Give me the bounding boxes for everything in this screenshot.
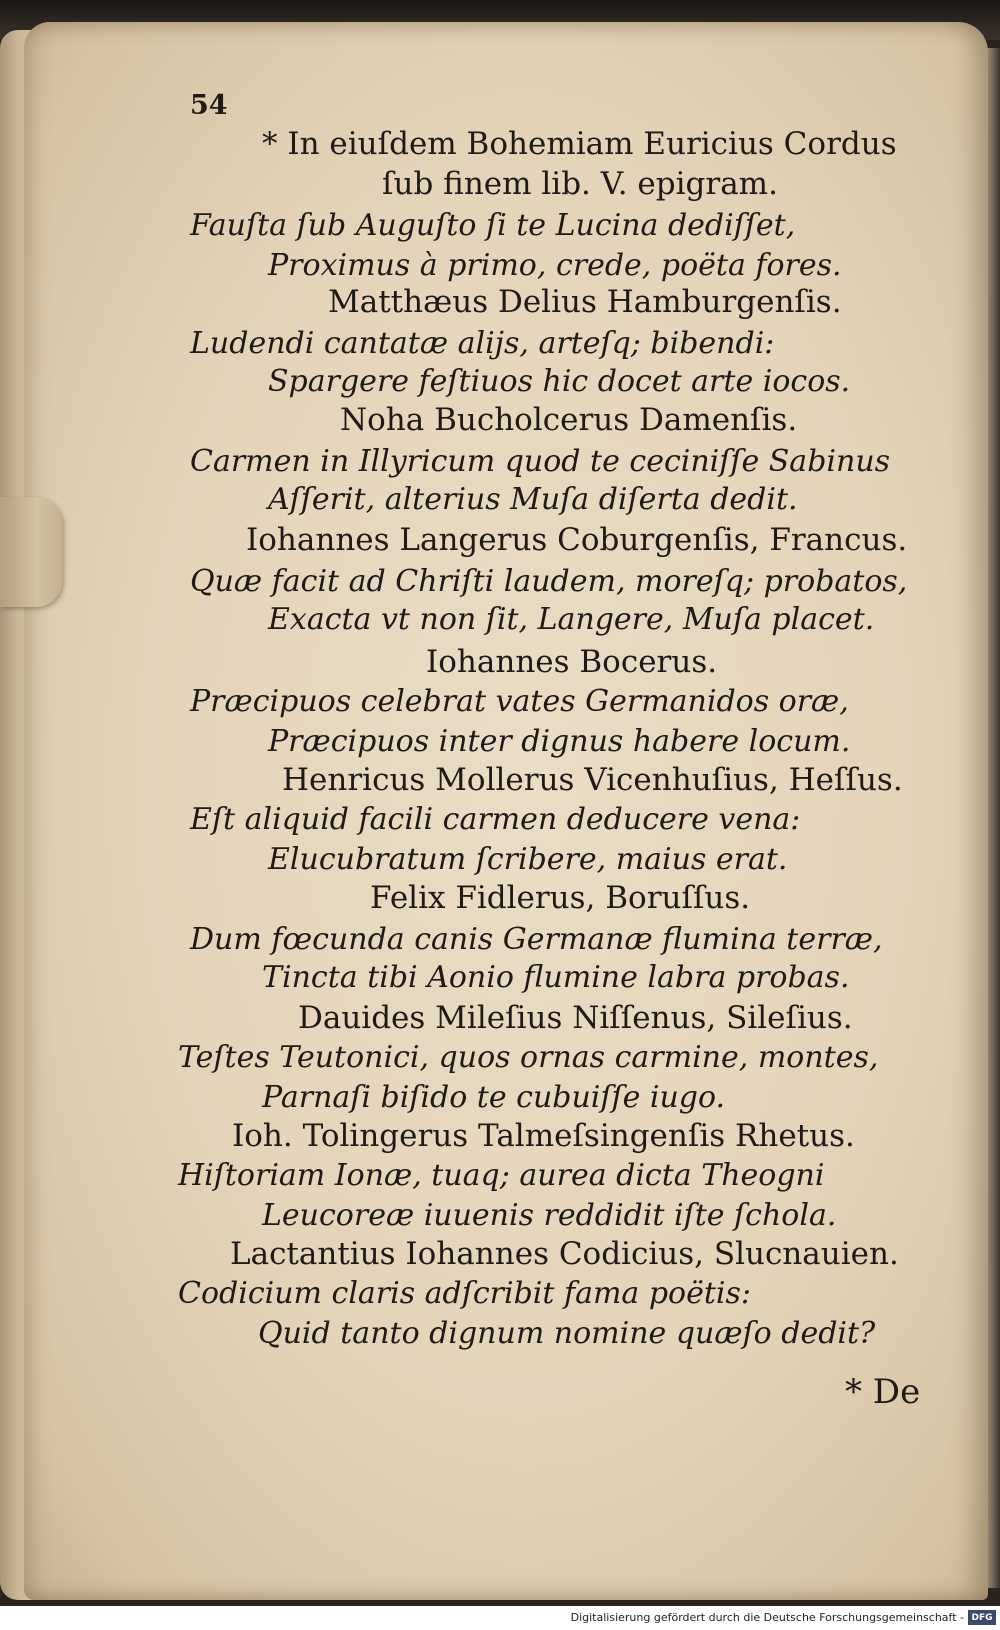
verse-line: Fauſta ſub Auguſto ſi te Lucina dediſſet, bbox=[190, 208, 796, 243]
author-line: Dauides Mileſius Niſſenus, Sileſius. bbox=[298, 1000, 853, 1036]
verse-line: Aſſerit, alterius Muſa diſerta dedit. bbox=[268, 482, 798, 517]
verse-line: Ludendi cantatæ alijs, arteſq; bibendi: bbox=[190, 326, 775, 361]
author-line: Noha Bucholcerus Damenſis. bbox=[340, 402, 798, 438]
verse-line: Tincta tibi Aonio flumine labra probas. bbox=[262, 960, 850, 995]
author-line: Ioh. Tolingerus Talmeſsingenſis Rhetus. bbox=[232, 1118, 855, 1154]
page-number: 54 bbox=[190, 90, 228, 121]
verse-line: Dum fœcunda canis Germanæ flumina terræ, bbox=[190, 922, 883, 957]
verse-line: Eſt aliquid facili carmen deducere vena: bbox=[190, 802, 801, 837]
heading-line: * In eiuſdem Bohemiam Euricius Cordus bbox=[262, 126, 897, 162]
verse-line: Hiſtoriam Ionæ, tuaq; aurea dicta Theogni bbox=[178, 1158, 825, 1193]
verse-line: Parnaſi biſido te cubuiſſe iugo. bbox=[262, 1080, 726, 1115]
author-line: Henricus Mollerus Vicenhuſius, Heſſus. bbox=[282, 762, 903, 798]
author-line: Felix Fidlerus, Boruſſus. bbox=[370, 880, 751, 916]
author-line: Matthæus Delius Hamburgenſis. bbox=[328, 284, 842, 320]
verse-line: Leucoreæ iuuenis reddidit iſte ſchola. bbox=[262, 1198, 837, 1233]
footer-bar bbox=[0, 1606, 1000, 1630]
verse-line: Exacta vt non ſit, Langere, Muſa placet. bbox=[268, 602, 875, 637]
author-line: Lactantius Iohannes Codicius, Slucnauien. bbox=[230, 1236, 899, 1272]
bookmark-tab bbox=[0, 497, 62, 607]
dfg-logo: DFG bbox=[968, 1610, 996, 1625]
verse-line: Proximus à primo, crede, poëta fores. bbox=[268, 248, 842, 283]
heading-line: ſub finem lib. V. epigram. bbox=[382, 166, 778, 202]
verse-line: Carmen in Illyricum quod te ceciniſſe Sabinus bbox=[190, 444, 891, 479]
verse-line: Elucubratum ſcribere, maius erat. bbox=[268, 842, 788, 877]
verse-line: Quæ facit ad Chriſti laudem, moreſq; probatos, bbox=[190, 564, 908, 599]
verse-line: Teſtes Teutonici, quos ornas carmine, montes, bbox=[178, 1040, 879, 1075]
verse-line: Quid tanto dignum nomine quæſo dedit? bbox=[258, 1316, 876, 1351]
verse-line: Codicium claris adſcribit fama poëtis: bbox=[178, 1276, 752, 1311]
verse-line: Præcipuos celebrat vates Germanidos oræ, bbox=[190, 684, 849, 719]
verse-line: Spargere feſtiuos hic docet arte iocos. bbox=[268, 364, 851, 399]
verse-line: Præcipuos inter dignus habere locum. bbox=[268, 724, 851, 759]
funding-credit: Digitalisierung gefördert durch die Deutsche Forschungsgemeinschaft - bbox=[570, 1611, 964, 1624]
catchword: * De bbox=[845, 1372, 921, 1412]
author-line: Iohannes Langerus Coburgenſis, Francus. bbox=[246, 522, 908, 558]
author-line: Iohannes Bocerus. bbox=[426, 644, 718, 680]
